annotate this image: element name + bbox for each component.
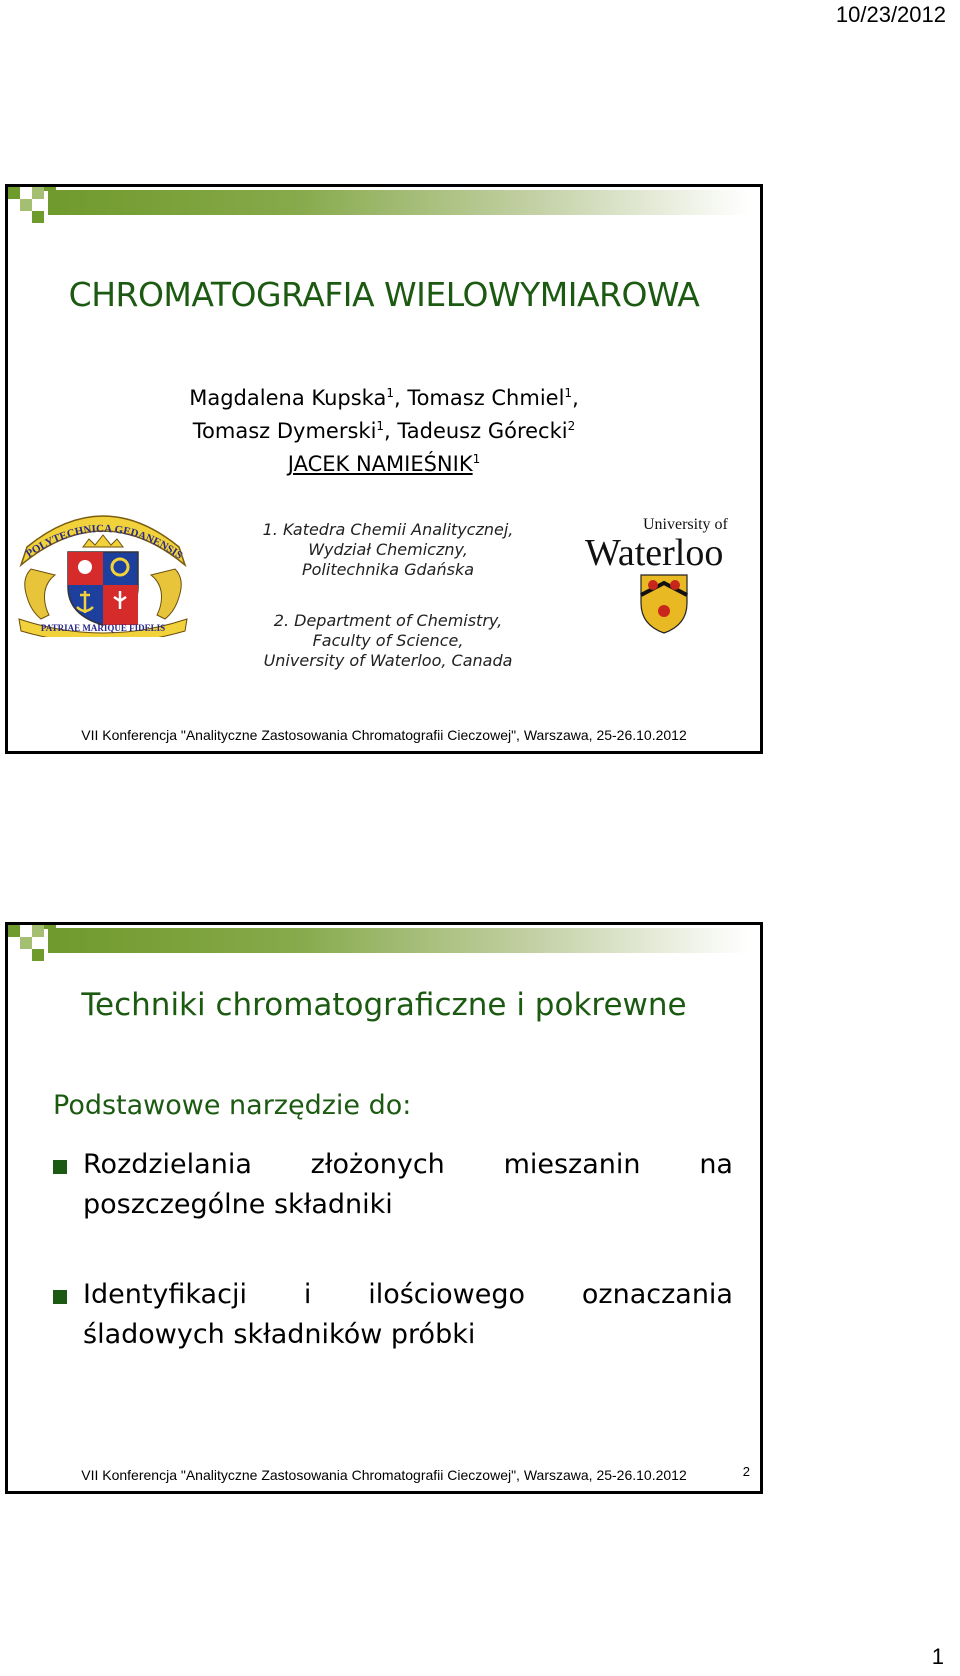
slide-decoration: [8, 187, 760, 232]
slide-number: 2: [742, 1464, 750, 1479]
bullet-square-icon: [53, 1290, 67, 1304]
affiliation-1: 1. Katedra Chemii Analitycznej, Wydział Chemiczny, Politechnika Gdańska: [262, 520, 514, 579]
slide-footer: VII Konferencja "Analityczne Zastosowania Chromatografii Cieczowej", Warszawa, 25-26.10.2012: [81, 727, 687, 743]
slide-decoration: [8, 925, 760, 970]
page-date: 10/23/2012: [835, 2, 946, 27]
slide-subtitle: Podstawowe narzędzie do:: [53, 1090, 412, 1121]
university-of-waterloo-logo: [583, 507, 763, 642]
svg-text:Waterloo: Waterloo: [585, 532, 724, 574]
list-item: Identyfikacji i ilościowego oznaczania śladowych składników próbki: [53, 1275, 733, 1355]
authors-line-1: Magdalena Kupska$^1$, Tomasz Chmiel$^1$,: [189, 386, 579, 410]
bullet-square-icon: [53, 1160, 67, 1174]
slide-1: [5, 184, 763, 754]
logo-arc-text: POLYTECHNICA GEDANENSIS: [23, 522, 185, 562]
affiliation-2: 2. Department of Chemistry, Faculty of Science, University of Waterloo, Canada: [263, 611, 513, 670]
slide-title: CHROMATOGRAFIA WIELOWYMIAROWA: [68, 275, 700, 314]
slide-footer: VII Konferencja "Analityczne Zastosowania Chromatografii Cieczowej", Warszawa, 25-26.10.2012: [81, 1467, 687, 1483]
politechnika-gdanska-logo: [13, 507, 193, 637]
slide-title: Techniki chromatograficzne i pokrewne: [81, 987, 687, 1023]
svg-text:University of: University of: [643, 516, 728, 533]
authors-line-2: Tomasz Dymerski$^1$, Tadeusz Górecki$^2$: [192, 419, 576, 443]
authors: [8, 379, 760, 478]
logo-motto: PATRIAE MARIQUE FIDELIS: [40, 623, 166, 633]
list-item: Rozdzielania złożonych mieszanin na poszczególne składniki: [53, 1145, 733, 1225]
page-number: 1: [931, 1644, 944, 1669]
authors-line-3: JACEK NAMIEŚNIK$^1$: [287, 452, 481, 476]
slide-2: [5, 922, 763, 1494]
